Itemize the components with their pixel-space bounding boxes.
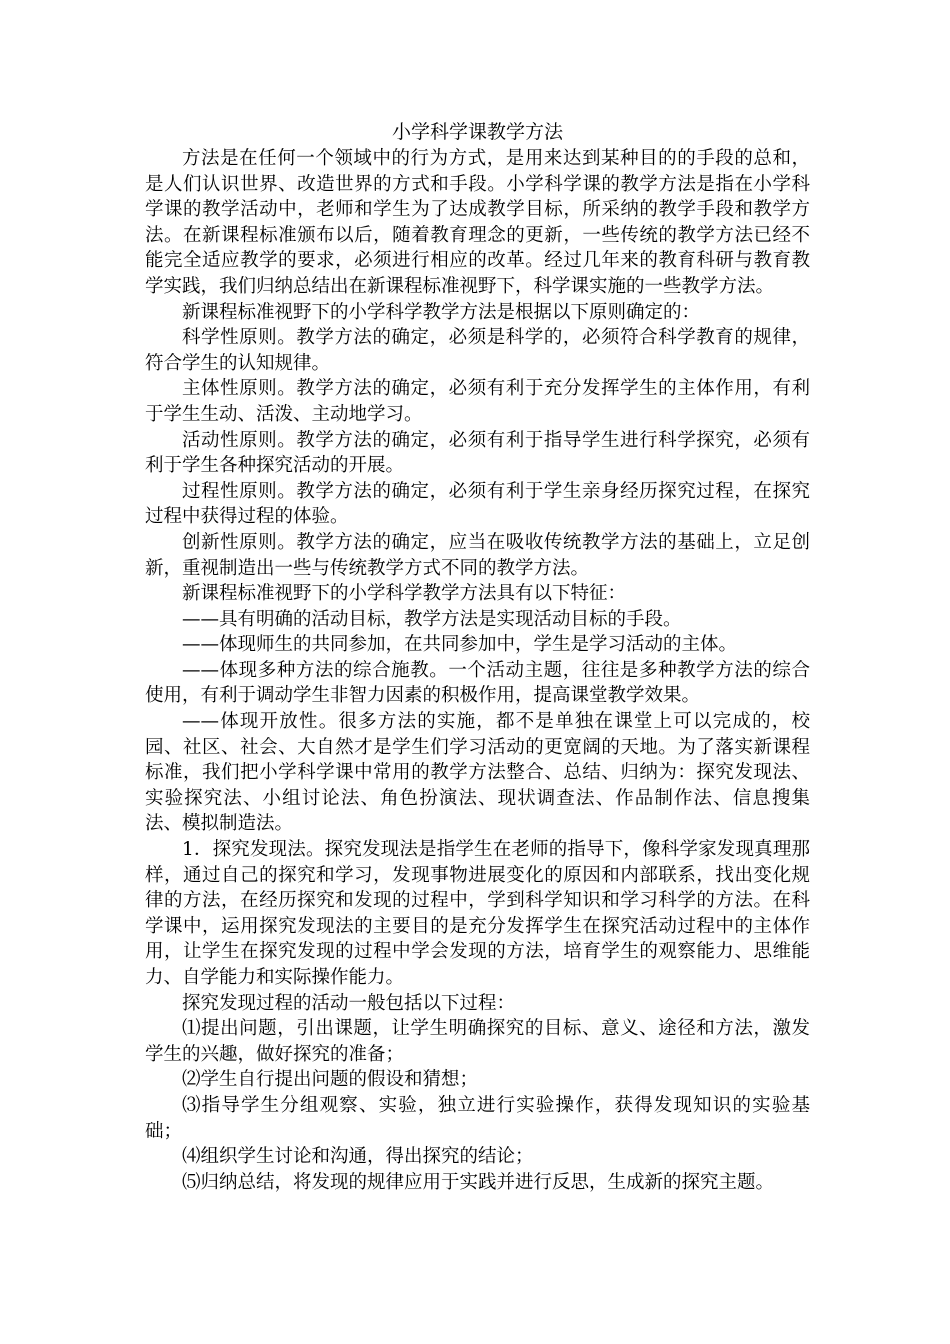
paragraph-step-5: ⑸归纳总结，将发现的规律应用于实践并进行反思，生成新的探究主题。 xyxy=(182,1171,775,1193)
paragraph-feature-2: ——体现师生的共同参加，在共同参加中，学生是学习活动的主体。 xyxy=(182,634,738,656)
document-title: 小学科学课教学方法 xyxy=(391,121,563,143)
paragraph-feature-4: ——体现开放性。很多方法的实施，都不是单独在课堂上可以完成的，校园、社区、社会、大自然才是学生们学习活动的更宽阔的天地。为了落实新课程标准，我们把小学科学课中常用的教学方法整合、总结、归纳为：探究发现法、实验探究法、小组讨论法、角色扮演法、现状调查法、作品制作法、信息搜集法、模拟制造法。 xyxy=(145,711,810,835)
paragraph-step-2: ⑵学生自行提出问题的假设和猜想； xyxy=(182,1069,479,1091)
paragraph-principle-innovation: 创新性原则。教学方法的确定，应当在吸收传统教学方法的基础上，立足创新，重视制造出一些与传统教学方式不同的教学方法。 xyxy=(145,531,810,579)
paragraph-step-4: ⑷组织学生讨论和沟通，得出探究的结论； xyxy=(182,1146,534,1168)
paragraph-intro: 方法是在任何一个领域中的行为方式，是用来达到某种目的的手段的总和，是人们认识世界、改造世界的方式和手段。小学科学课的教学方法是指在小学科学课的教学活动中，老师和学生为了达成教学目标，所采纳的教学手段和教学方法。在新课程标准颁布以后，随着教育理念的更新，一些传统的教学方法已经不能完全适应教学的要求，必须进行相应的改革。经过几年来的教育科研与教育教学实践，我们归纳总结出在新课程标准视野下，科学课实施的一些教学方法。 xyxy=(145,148,810,297)
paragraph-step-3: ⑶指导学生分组观察、实验，独立进行实验操作，获得发现知识的实验基础； xyxy=(145,1094,810,1142)
paragraph-method-1: 1．探究发现法。探究发现法是指学生在老师的指导下，像科学家发现真理那样，通过自己的探究和学习，发现事物进展变化的原因和内部联系，找出变化规律的方法，在经历探究和发现的过程中，学到科学知识和学习科学的方法。在科学课中，运用探究发现法的主要目的是充分发挥学生在探究活动过程中的主体作用，让学生在探究发现的过程中学会发现的方法，培育学生的观察能力、思维能力、自学能力和实际操作能力。 xyxy=(145,839,810,988)
paragraph-principles-heading: 新课程标准视野下的小学科学教学方法是根据以下原则确定的： xyxy=(182,301,701,323)
paragraph-principle-subject: 主体性原则。教学方法的确定，必须有利于充分发挥学生的主体作用，有利于学生生动、活泼、主动地学习。 xyxy=(145,378,810,425)
paragraph-principle-scientific: 科学性原则。教学方法的确定，必须是科学的，必须符合科学教育的规律，符合学生的认知规律。 xyxy=(145,327,810,374)
paragraph-features-heading: 新课程标准视野下的小学科学教学方法具有以下特征： xyxy=(182,583,627,605)
paragraph-feature-3: ——体现多种方法的综合施教。一个活动主题，往往是多种教学方法的综合使用，有利于调动学生非智力因素的积极作用，提高课堂教学效果。 xyxy=(145,659,810,707)
paragraph-feature-1: ——具有明确的活动目标，教学方法是实现活动目标的手段。 xyxy=(182,608,682,630)
paragraph-principle-activity: 活动性原则。教学方法的确定，必须有利于指导学生进行科学探究，必须有利于学生各种探究活动的开展。 xyxy=(145,429,810,477)
document-page xyxy=(145,118,810,1195)
paragraph-principle-process: 过程性原则。教学方法的确定，必须有利于学生亲身经历探究过程，在探究过程中获得过程的体验。 xyxy=(145,480,810,528)
paragraph-process-heading: 探究发现过程的活动一般包括以下过程： xyxy=(182,992,516,1014)
paragraph-step-1: ⑴提出问题，引出课题，让学生明确探究的目标、意义、途径和方法，激发学生的兴趣，做好探究的准备； xyxy=(145,1018,810,1065)
